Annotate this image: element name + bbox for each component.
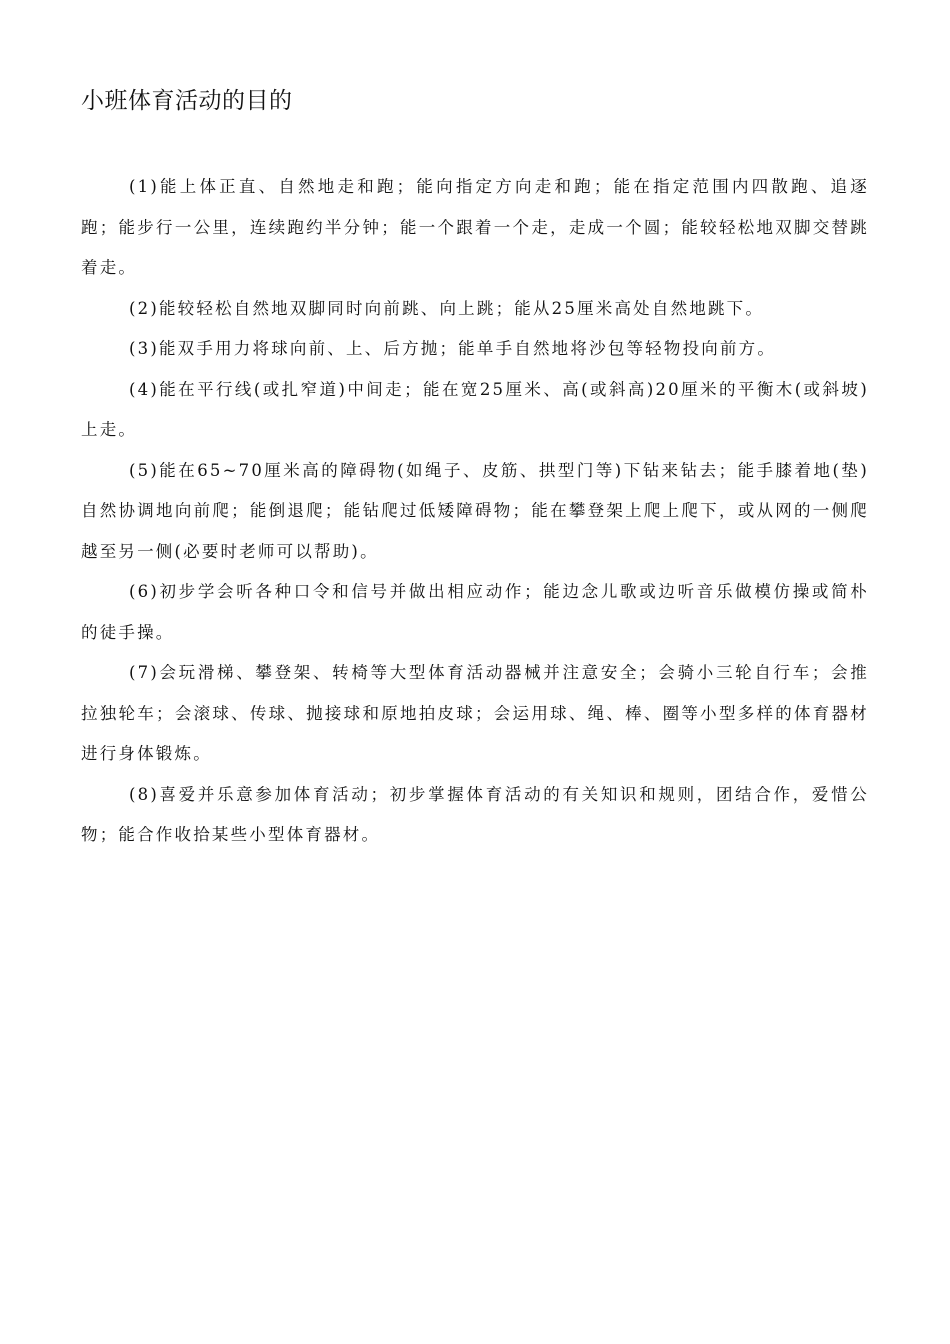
paragraph-4: (4)能在平行线(或扎窄道)中间走；能在宽25厘米、高(或斜高)20厘米的平衡木(或斜坡)上走。 bbox=[81, 379, 869, 439]
document-page bbox=[81, 84, 869, 856]
paragraph-7: (7)会玩滑梯、攀登架、转椅等大型体育活动器械并注意安全；会骑小三轮自行车；会推拉独轮车；会滚球、传球、抛接球和原地拍皮球；会运用球、绳、棒、圈等小型多样的体育器材进行身体锻炼。 bbox=[81, 663, 869, 763]
document-title: 小班体育活动的目的 bbox=[81, 88, 293, 114]
document-body bbox=[81, 167, 869, 856]
paragraph-8: (8)喜爱并乐意参加体育活动；初步掌握体育活动的有关知识和规则，团结合作，爱惜公物；能合作收拾某些小型体育器材。 bbox=[81, 784, 869, 844]
paragraph-6: (6)初步学会听各种口令和信号并做出相应动作；能边念儿歌或边听音乐做模仿操或简朴的徒手操。 bbox=[81, 582, 869, 642]
paragraph-5: (5)能在65~70厘米高的障碍物(如绳子、皮筋、拱型门等)下钻来钻去；能手膝着地(垫)自然协调地向前爬；能倒退爬；能钻爬过低矮障碍物；能在攀登架上爬上爬下，或从网的一侧爬越至另一侧(必要时老师可以帮助)。 bbox=[81, 460, 869, 561]
paragraph-2: (2)能较轻松自然地双脚同时向前跳、向上跳；能从25厘米高处自然地跳下。 bbox=[129, 298, 765, 318]
paragraph-3: (3)能双手用力将球向前、上、后方抛；能单手自然地将沙包等轻物投向前方。 bbox=[129, 339, 777, 358]
paragraph-1: (1)能上体正直、自然地走和跑；能向指定方向走和跑；能在指定范围内四散跑、追逐跑；能步行一公里，连续跑约半分钟；能一个跟着一个走，走成一个圆；能较轻松地双脚交替跳着走。 bbox=[81, 177, 869, 277]
